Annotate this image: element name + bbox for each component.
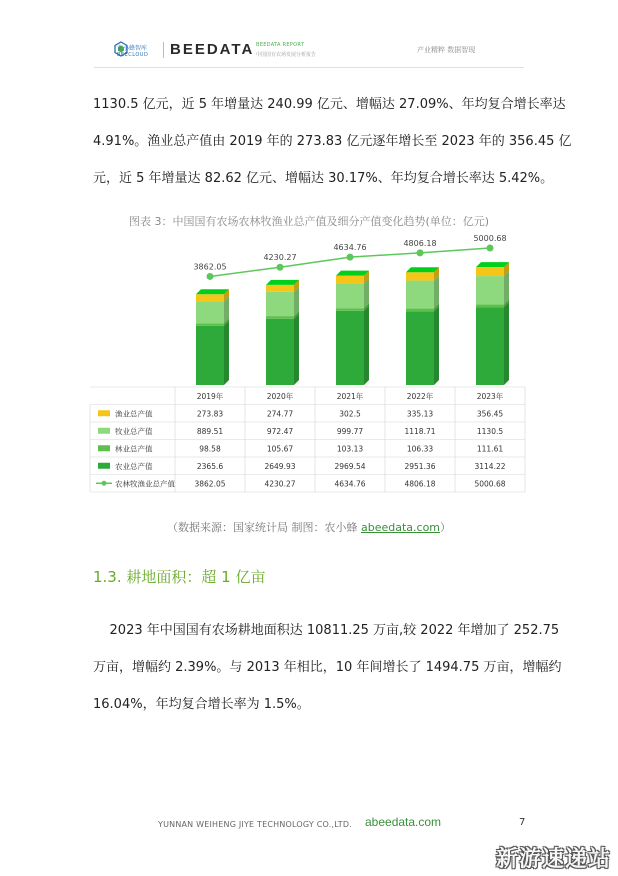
table-cell-value: 273.83 [196,409,224,419]
bar-segment [476,307,504,385]
bar-segment [406,281,434,309]
watermark: 新游速递站 [496,847,612,872]
bar-segment [476,267,504,276]
total-point [487,244,494,251]
bar-top [476,262,509,267]
paragraph-line: 4.91%。渔业总产值由 2019 年的 273.83 亿元逐年增长至 2023 年的 356.45 亿 [93,134,572,149]
table-cell-value: 972.47 [266,426,294,436]
bar-side [504,271,509,304]
bar-segment [266,292,294,316]
source-suffix: ） [440,521,452,534]
paragraph-line: 2023 年中国国有农场耕地面积达 10811.25 万亩,较 2022 年增加了 252.75 [93,623,560,638]
total-point [207,273,214,280]
bar-top [196,289,229,294]
paragraph-line: 16.04%，年均复合增长率为 1.5%。 [93,697,310,712]
table-cell-value: 1118.71 [404,426,436,436]
total-data-label: 5000.68 [473,233,507,243]
bar-side [224,321,229,385]
footer-link[interactable]: abeedata.com [365,815,442,829]
table-cell-value: 1130.5 [476,426,504,436]
table-cell-value: 889.51 [196,426,224,436]
bar-segment [266,319,294,385]
logo-chinese-name: 农小蜂智库 [117,45,148,52]
logo-divider [163,42,164,58]
bar-segment [196,294,224,301]
bar-segment [196,326,224,385]
category-label: 2019年 [196,391,224,401]
bar-top [266,280,299,285]
bar-side [364,306,369,385]
total-data-label: 4230.27 [263,253,297,263]
table-cell-value: 3114.22 [474,461,506,471]
bar-segment [406,309,434,312]
page-header [0,0,618,68]
table-cell-value: 106.33 [406,444,434,454]
bar-side [294,287,299,316]
page-footer [0,814,618,844]
table-cell-value: 274.77 [266,409,294,419]
legend-label: 渔业总产值 [115,409,153,419]
paragraph-farmland-area [93,612,562,723]
bar-side [364,278,369,308]
paragraph-output-values [93,86,572,197]
table-cell-value: 4806.18 [404,479,436,489]
brand-name: BEEDATA [170,41,255,58]
bar-top [406,267,439,272]
total-point [347,254,354,261]
table-cell-value: 999.77 [336,426,364,436]
table-cell-value: 302.5 [339,409,361,419]
total-point [417,249,424,256]
category-label: 2020年 [266,391,294,401]
legend-swatch [98,428,110,434]
table-cell-value: 2649.93 [264,461,296,471]
table-cell-value: 356.45 [476,409,504,419]
table-cell-value: 105.67 [266,444,294,454]
page-number: 7 [519,817,526,828]
legend-swatch [98,463,110,469]
bar-segment [196,301,224,323]
bar-segment [196,323,224,325]
source-link[interactable]: abeedata.com [360,521,441,534]
bar-segment [336,276,364,284]
report-label: BEEDATA REPORT [256,42,305,48]
bar-segment [476,304,504,307]
legend-point-marker [102,481,107,486]
bar-side [434,306,439,385]
bar-segment [266,316,294,319]
table-cell-value: 335.13 [406,409,434,419]
table-cell-value: 3862.05 [194,479,226,489]
table-cell-value: 5000.68 [474,479,506,489]
table-cell-value: 2951.36 [404,461,436,471]
bar-segment [266,285,294,292]
bar-side [434,276,439,309]
bar-segment [336,311,364,385]
legend-label: 农林牧渔业总产值 [115,479,175,489]
total-data-label: 4806.18 [403,238,437,248]
bar-segment [406,311,434,385]
logo-english-name: BEECLOUD [117,52,149,58]
table-cell-value: 4230.27 [264,479,296,489]
table-cell-value: 98.58 [199,444,221,454]
table-cell-value: 2969.54 [334,461,366,471]
header-divider [94,67,524,68]
paragraph-line: 元，近 5 年增量达 82.62 亿元、增幅达 30.17%、年均复合增长率达 5.42%。 [93,171,554,186]
legend-label: 农业总产值 [115,461,153,471]
legend-label: 牧业总产值 [115,426,153,436]
bar-segment [406,272,434,280]
total-data-label: 4634.76 [333,243,367,253]
footer-company: YUNNAN WEIHENG JIYE TECHNOLOGY CO.,LTD. [158,820,352,829]
legend-swatch [98,445,110,451]
category-label: 2023年 [476,391,504,401]
header-tagline: 产业精粹 数据智现 [417,46,476,54]
figure-caption: 图表 3：中国国有农场农林牧渔业总产值及细分产值变化趋势(单位：亿元) [128,215,490,228]
bar-top [336,271,369,276]
table-cell-value: 2365.6 [196,461,224,471]
bar-segment [476,276,504,304]
report-title: 中国国有农场发展分析报告 [256,52,317,58]
legend-label: 林业总产值 [115,444,153,454]
bar-side [294,314,299,385]
total-point [277,264,284,271]
category-label: 2022年 [406,391,434,401]
table-cell-value: 103.13 [336,444,364,454]
table-cell-value: 111.61 [476,444,504,454]
bar-segment [336,308,364,311]
bar-side [504,302,509,385]
bar-segment [336,283,364,308]
paragraph-line: 万亩，增幅约 2.39%。与 2013 年相比，10 年间增长了 1494.75 万亩，增幅约 [93,660,562,675]
category-label: 2021年 [336,391,364,401]
total-data-label: 3862.05 [193,262,227,272]
section-title: 1.3. 耕地面积：超 1 亿亩 [93,568,266,586]
source-prefix: （数据来源：国家统计局 制图：农小蜂 [166,521,361,534]
data-source-note [0,519,618,535]
legend-swatch [98,410,110,416]
stacked-bar-chart [85,233,545,495]
table-cell-value: 4634.76 [334,479,366,489]
paragraph-line: 1130.5 亿元，近 5 年增量达 240.99 亿元、增幅达 27.09%、年均复合增长率达 [93,97,566,112]
